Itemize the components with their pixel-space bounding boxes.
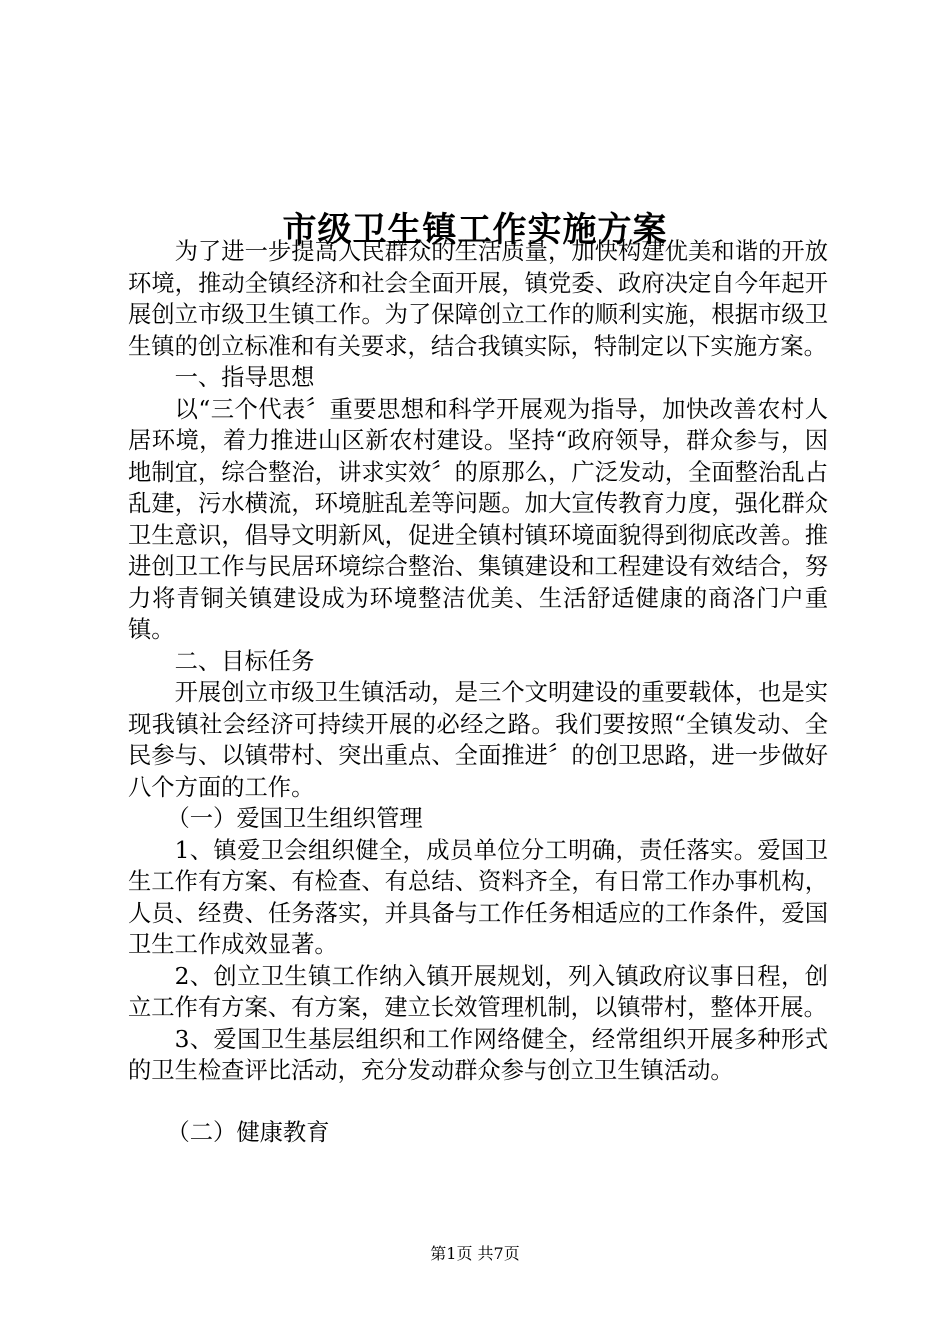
section-heading-guiding-ideology: 一、指导思想 [174, 364, 315, 391]
document-title: 市级卫生镇工作实施方案 [282, 209, 668, 250]
list-item: 1、镇爱卫会组织健全，成员单位分工明确，责任落实。爱国卫生工作有方案、有检查、有总结、资料齐全，有日常工作办事机构，人员、经费、任务落实，并具备与工作任务相适应的工作条件，爱国卫生工作成效显著。 [128, 836, 828, 958]
subsection-heading-health-education: （二）健康教育 [166, 1118, 330, 1146]
document-body [128, 236, 828, 1148]
section-paragraph-guiding-ideology: 以“三个代表〞重要思想和科学开展观为指导，加快改善农村人居环境，着力推进山区新农村建设。坚持“政府领导，群众参与，因地制宜，综合整治，讲求实效〞的原那么，广泛发动，全面整治乱占乱建，污水横流，环境脏乱差等问题。加大宣传教育力度，强化群众卫生意识，倡导文明新风，促进全镇村镇环境面貌得到彻底改善。推进创卫工作与民居环境综合整治、集镇建设和工程建设有效结合，努力将青铜关镇建设成为环境整洁优美、生活舒适健康的商洛门户重镇。 [128, 395, 828, 643]
subsection-heading-patriotic-health: （一）爱国卫生组织管理 [166, 805, 423, 832]
list-item: 3、爱国卫生基层组织和工作网络健全，经常组织开展多种形式的卫生检查评比活动，充分发动群众参与创立卫生镇活动。 [128, 1025, 828, 1084]
list-item: 2、创立卫生镇工作纳入镇开展规划，列入镇政府议事日程，创立工作有方案、有方案，建立长效管理机制，以镇带村，整体开展。 [128, 962, 828, 1021]
intro-paragraph: 为了进一步提高人民群众的生活质量，加快构建优美和谐的开放环境，推动全镇经济和社会全面开展，镇党委、政府决定自今年起开展创立市级卫生镇工作。为了保障创立工作的顺利实施，根据市级卫生镇的创立标准和有关要求，结合我镇实际，特制定以下实施方案。 [128, 238, 828, 360]
paragraph-spacer [128, 1087, 828, 1117]
page-footer: 第1页 共7页 [430, 1244, 520, 1263]
section-paragraph-goals-tasks: 开展创立市级卫生镇活动，是三个文明建设的重要载体，也是实现我镇社会经济可持续开展的必经之路。我们要按照“全镇发动、全民参与、以镇带村、突出重点、全面推进〞的创卫思路，进一步做好八个方面的工作。 [128, 679, 828, 801]
section-heading-goals-tasks: 二、目标任务 [174, 647, 315, 675]
